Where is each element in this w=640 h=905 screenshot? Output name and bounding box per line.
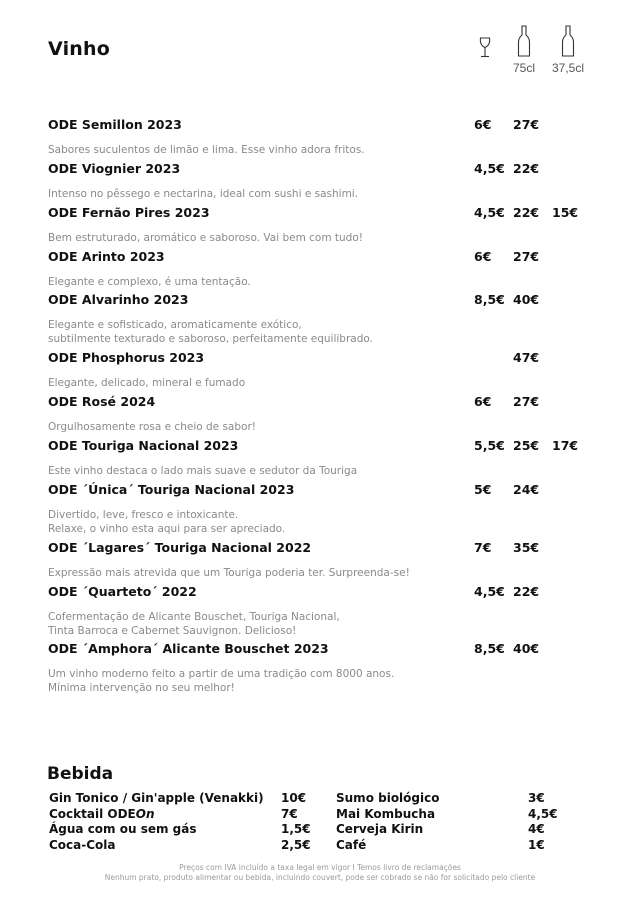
wine-name: ODE Arinto 2023 xyxy=(48,249,165,264)
wine-description xyxy=(48,610,608,638)
wine-description-line: Mínima intervenção no seu melhor! xyxy=(48,682,235,694)
price-glass: 8,5€ xyxy=(474,292,505,307)
wine-description-line: Divertido, leve, fresco e intoxicante. xyxy=(48,509,239,521)
price-bottle-75: 24€ xyxy=(513,482,540,497)
wine-item xyxy=(48,249,608,289)
wine-description-line: Elegante e sofisticado, aromaticamente exótico, xyxy=(48,319,302,331)
wine-item xyxy=(48,394,608,434)
bottle-icon xyxy=(517,25,531,57)
wine-item xyxy=(48,438,608,478)
bottle-75-label: 75cl xyxy=(512,61,535,75)
wine-item xyxy=(48,540,608,580)
page-title-vinho: Vinho xyxy=(48,38,110,60)
wine-description-line: subtilmente texturado e saboroso, perfeitamente equilibrado. xyxy=(48,333,373,345)
wine-description-line: Relaxe, o vinho esta aqui para ser apreciado. xyxy=(48,523,286,535)
price-bottle-75: 22€ xyxy=(513,161,540,176)
drink-price: 1€ xyxy=(528,837,545,852)
price-bottle-75: 22€ xyxy=(513,205,540,220)
price-glass: 6€ xyxy=(474,394,492,409)
wine-description-line: Intenso no pêssego e nectarina, ideal com sushi e sashimi. xyxy=(48,188,359,200)
wine-item xyxy=(48,482,608,536)
drink-item xyxy=(49,822,309,838)
wine-item xyxy=(48,350,608,390)
wine-description-line: Este vinho destaca o lado mais suave e sedutor da Touriga xyxy=(48,465,358,477)
wine-name: ODE ´Única´ Touriga Nacional 2023 xyxy=(48,482,295,497)
drink-name-italic: On xyxy=(135,806,155,821)
drink-item xyxy=(49,838,309,854)
wine-description xyxy=(48,231,608,245)
price-bottle-75: 25€ xyxy=(513,438,540,453)
price-glass: 6€ xyxy=(474,249,492,264)
wine-item xyxy=(48,117,608,157)
price-bottle-75: 27€ xyxy=(513,394,540,409)
bottle-375-label: 37,5cl xyxy=(551,61,585,75)
drink-item xyxy=(336,807,566,823)
wine-description xyxy=(48,566,608,580)
wine-description-line: Cofermentação de Alicante Bouschet, Touriga Nacional, xyxy=(48,611,340,623)
glass-column-header xyxy=(465,37,505,59)
drink-item xyxy=(336,838,566,854)
size-column-headers xyxy=(0,25,640,85)
wine-description-line: Tinta Barroca e Cabernet Sauvignon. Delicioso! xyxy=(48,625,297,637)
wine-item xyxy=(48,292,608,346)
wine-item xyxy=(48,161,608,201)
wine-description xyxy=(48,464,608,478)
price-glass: 4,5€ xyxy=(474,584,505,599)
drink-price: 2,5€ xyxy=(281,837,311,852)
wine-description-line: Elegante, delicado, mineral e fumado xyxy=(48,377,246,389)
drink-name: Mai Kombucha xyxy=(336,806,436,821)
wine-name: ODE Fernão Pires 2023 xyxy=(48,205,210,220)
wine-glass-icon xyxy=(478,37,492,59)
price-glass: 5€ xyxy=(474,482,492,497)
drink-name: Coca-Cola xyxy=(49,837,116,852)
price-glass: 4,5€ xyxy=(474,161,505,176)
half-bottle-icon xyxy=(561,25,575,57)
price-bottle-75: 40€ xyxy=(513,641,540,656)
price-bottle-75: 27€ xyxy=(513,117,540,132)
wine-item xyxy=(48,205,608,245)
wine-name: ODE ´Lagares´ Touriga Nacional 2022 xyxy=(48,540,312,555)
wine-item xyxy=(48,584,608,638)
drink-price: 1,5€ xyxy=(281,822,311,836)
drink-name: Água com ou sem gás xyxy=(49,822,197,836)
drink-price: 4€ xyxy=(528,822,545,836)
wine-name: ODE Alvarinho 2023 xyxy=(48,292,189,307)
wine-description xyxy=(48,376,608,390)
price-glass: 4,5€ xyxy=(474,205,505,220)
price-bottle-75: 47€ xyxy=(513,350,540,365)
price-bottle-75: 27€ xyxy=(513,249,540,264)
drink-price: 10€ xyxy=(281,791,307,805)
price-bottle-75: 22€ xyxy=(513,584,540,599)
price-bottle-375: 15€ xyxy=(552,205,579,220)
wine-name: ODE Viognier 2023 xyxy=(48,161,181,176)
drink-name: Gin Tonico / Gin'apple (Venakki) xyxy=(49,791,264,805)
wine-description-line: Sabores suculentos de limão e lima. Esse vinho adora fritos. xyxy=(48,144,365,156)
wine-name: ODE Semillon 2023 xyxy=(48,117,182,132)
drink-name: Cocktail ODE xyxy=(49,806,136,821)
bottle-75-column-header xyxy=(504,25,544,75)
drink-name: Café xyxy=(336,837,367,852)
wine-name: ODE Rosé 2024 xyxy=(48,394,156,409)
footer-line-vat: Preços com IVA incluído a taxa legal em vigor I Temos livro de reclamações xyxy=(179,863,461,872)
drink-item xyxy=(49,807,309,823)
bottle-375-column-header xyxy=(548,25,588,75)
drink-item xyxy=(336,822,566,838)
price-bottle-75: 35€ xyxy=(513,540,540,555)
drink-name: Cerveja Kirin xyxy=(336,822,424,836)
price-bottle-375: 17€ xyxy=(552,438,579,453)
drink-price: 3€ xyxy=(528,791,545,805)
wine-description xyxy=(48,508,608,536)
price-glass: 8,5€ xyxy=(474,641,505,656)
wine-description-line: Um vinho moderno feito a partir de uma tradição com 8000 anos. xyxy=(48,668,395,680)
price-glass: 5,5€ xyxy=(474,438,505,453)
drink-item xyxy=(336,791,566,807)
wine-description xyxy=(48,143,608,157)
wine-description-line: Orgulhosamente rosa e cheio de sabor! xyxy=(48,421,256,433)
wine-description-line: Elegante e complexo, é uma tentação. xyxy=(48,276,251,288)
wine-name: ODE ´Amphora´ Alicante Bouschet 2023 xyxy=(48,641,329,656)
drinks-list-left xyxy=(49,791,309,853)
footer-legal xyxy=(0,863,640,883)
wine-name: ODE Phosphorus 2023 xyxy=(48,350,205,365)
wine-description-line: Bem estruturado, aromático e saboroso. Vai bem com tudo! xyxy=(48,232,363,244)
wine-description xyxy=(48,318,608,346)
drink-price: 4,5€ xyxy=(528,806,558,821)
drink-price: 7€ xyxy=(281,806,298,821)
wine-description xyxy=(48,275,608,289)
drink-item xyxy=(49,791,309,807)
drinks-list-right xyxy=(336,791,566,853)
drink-name: Sumo biológico xyxy=(336,791,440,805)
price-glass: 6€ xyxy=(474,117,492,132)
wine-description xyxy=(48,420,608,434)
wine-item xyxy=(48,641,608,695)
wine-name: ODE ´Quarteto´ 2022 xyxy=(48,584,197,599)
price-glass: 7€ xyxy=(474,540,492,555)
wine-description xyxy=(48,667,608,695)
wine-description-line: Expressão mais atrevida que um Touriga poderia ter. Surpreenda-se! xyxy=(48,567,410,579)
footer-line-couvert: Nenhum prato, produto alimentar ou bebida, incluindo couvert, pode ser cobrado se não for solicitado pelo cliente xyxy=(104,873,536,882)
wine-name: ODE Touriga Nacional 2023 xyxy=(48,438,239,453)
price-bottle-75: 40€ xyxy=(513,292,540,307)
section-title-bebida: Bebida xyxy=(47,764,114,784)
wine-description xyxy=(48,187,608,201)
